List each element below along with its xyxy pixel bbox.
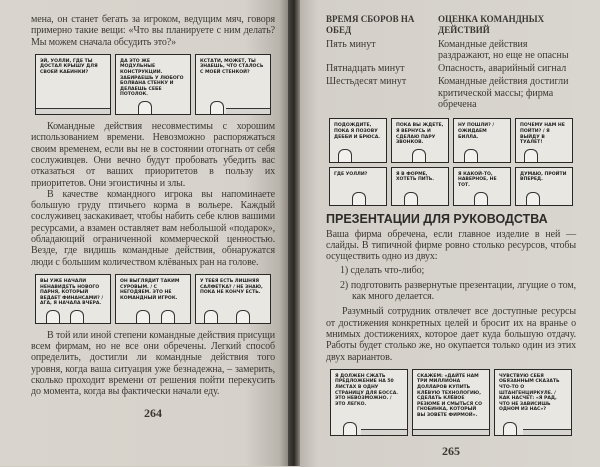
- speech-bubble: ГДЕ УОЛЛИ?: [334, 171, 368, 177]
- comic-panel: [412, 369, 490, 436]
- page-number: 265: [442, 443, 460, 458]
- speech-bubble: НУ ПОШЛИ? / ОЖИДАЕМ БИЛЛА.: [458, 123, 495, 140]
- table-row: [326, 76, 576, 112]
- comic-panel: [195, 54, 271, 115]
- table-row: [326, 39, 576, 64]
- comic-panel: [35, 274, 111, 324]
- comic-panel: [453, 118, 511, 162]
- book-gutter: [288, 0, 300, 466]
- comic-panel: [35, 54, 111, 115]
- paragraph: Разумный сотрудник отвлечет все доступные ресурсы от достижения конкретных целей и бросит их на вранье о мнимых достижениях, которое дает куда большую отдачу. Работы будет столько же, но окупается только один из этих двух вариантов.: [326, 306, 576, 363]
- table-row: [326, 63, 576, 76]
- speech-bubble: ДА ЭТО ЖЕ МОДУЛЬНЫЕ КОНСТРУКЦИИ. ЗАБИРАЕШЬ У ЛЮБОГО БОЛВАНА СТЕНКУ И ДЕЛАЕШЬ СЕБЕ ПОТОЛОК.: [120, 58, 184, 98]
- left-page: [0, 0, 288, 466]
- right-page: [300, 0, 600, 467]
- speech-bubble: Я КАКОЙ-ТО, НАВЕРНОЕ, НЕ ТОТ.: [458, 171, 497, 188]
- speech-bubble: Я В ФОРМЕ, ХОТЕТЬ ПИТЬ.: [396, 171, 435, 183]
- comic-strip-3: [329, 118, 573, 205]
- body-text: [31, 121, 275, 268]
- paragraph: Командные действия несовместимы с хорошим использованием времени. Невозможно распоряжаться своим временем, если вы не в состоянии отогнать от себя сослуживцев. Они вечно будут пробовать убедить вас отказаться от ваших приоритетов в пользу их приоритетов. Они эгоистичны и злы.: [31, 121, 275, 189]
- comic-panel: [329, 167, 387, 206]
- comic-panel: [115, 274, 191, 324]
- comic-panel: [195, 274, 271, 324]
- comic-panel: [515, 118, 573, 162]
- speech-bubble: ПОЧЕМУ НАМ НЕ ПОЙТИ? / Я ВЫЙДУ В ТУАЛЕТ!: [520, 123, 565, 146]
- speech-bubble: У ТЕБЯ ЕСТЬ ЛИШНЯЯ САЛФЕТКА? / НЕ ЗНАЮ, ПОКА НЕ КОНЧУ ЕСТЬ.: [200, 278, 263, 296]
- comic-strip-1: [35, 54, 271, 115]
- table-cell: Пять минут: [326, 38, 376, 50]
- speech-bubble: СКАЖЕМ: «ДАЙТЕ НАМ ТРИ МИЛЛИОНА ДОЛЛАРОВ КУПИТЬ КЛЁВУЮ ТЕХНОЛОГИЮ, СДЕЛАТЬ КЛЁВОЕ РЕЗЮМЕ И СМЫТЬСЯ СО ГНОБИНКА, КОТОРЫЙ ВЫ ЗОВЕТЕ ФИРМОЙ».: [417, 373, 483, 418]
- comic-panel: [329, 118, 387, 162]
- speech-bubble: Я ДОЛЖЕН СЖАТЬ ПРЕДЛОЖЕНИЕ НА 50 ЛИСТАХ В ОДНУ СТРАНИЦУ ДЛЯ БОССА. ЭТО НЕВОЗМОЖНО. / ЭТО ЛЕГКО.: [335, 373, 399, 407]
- speech-bubble: ОН ВЫГЛЯДИТ ТАКИМ СУРОВЫМ. / С НЕГОДЯЕМ. ЭТО НЕ КОМАНДНЫЙ ИГРОК.: [120, 278, 180, 301]
- body-text: [326, 229, 576, 363]
- comic-strip-4: [330, 369, 572, 436]
- table-cell: Командные действия раздражают, но еще не опасны: [438, 38, 569, 61]
- speech-bubble: КСТАТИ, МОЖЕТ, ТЫ ЗНАЕШЬ, ЧТО СТАЛОСЬ С МОЕЙ СТЕНКОЙ?: [200, 58, 264, 76]
- comic-panel: [453, 167, 511, 206]
- table-header: ВРЕМЯ СБОРОВ НА ОБЕД: [326, 14, 415, 36]
- table-cell: Командные действия достигли критической массы; фирма обречена: [438, 76, 569, 111]
- table-cell: Шестьдесят минут: [326, 76, 407, 88]
- paragraph: Ваша фирма обречена, если главное изделие в ней — слайды. В типичной фирме ровно столько ресурсов, чтобы осуществить одно из двух:: [326, 228, 576, 263]
- speech-bubble: ПОКА ВЫ ЖДЕТЕ, Я ВЕРНУСЬ И СДЕЛАЮ ПАРУ ЗВОНКОВ.: [396, 123, 444, 146]
- comic-strip-2: [35, 274, 271, 324]
- comic-panel: [115, 54, 191, 115]
- table-header: ОЦЕНКА КОМАНДНЫХ ДЕЙСТВИЙ: [438, 14, 545, 36]
- table-cell: Пятнадцать минут: [326, 63, 405, 75]
- speech-bubble: ДУМАЮ, ПРОЙТИ ВПЕРЕД.: [520, 171, 567, 183]
- speech-bubble: ЧУВСТВУЮ СЕБЯ ОБЯЗАННЫМ СКАЗАТЬ ЧТО-ТО О ШТАНГЕНЦИРКУЛЕ. / КАК НАСЧЕТ: «Я РАД, ЧТО НЕ ЗАВИСИШЬ ОДНОМ ИЗ НАС»?: [499, 373, 560, 413]
- comic-panel: [330, 369, 408, 436]
- page-number: 264: [144, 405, 162, 420]
- comic-panel: [391, 167, 449, 206]
- paragraph: В той или иной степени командные действия присущи всем фирмам, но не все они обречены. Легкий способ определить, достигли ли командные действия того уровня, когда ваша ситуация уже безнадежна, – замерить, сколько проходит времени от решения пойти перекусить до момента, когда вы фактически начали еду.: [31, 329, 275, 398]
- comic-panel: [515, 167, 573, 206]
- lunch-time-table: [326, 14, 576, 112]
- paragraph: В качестве командного игрока вы напоминаете большую груду птичьего корма в вольере. Каждый сослуживец заскакивает, чтобы набить себе клюв вашими ресурсами, а взамен оставляет вам небольшой «подарок», обладающий ограниченной коммерческой ценностью. Везде, где видишь командные действия, обнаружатся люди с большим количеством клёваных ран на голове.: [31, 188, 275, 268]
- table-cell: Опасность, аварийный сигнал: [438, 63, 567, 75]
- section-heading: ПРЕЗЕНТАЦИИ ДЛЯ РУКОВОДСТВА: [326, 211, 548, 226]
- comic-panel: [494, 369, 572, 436]
- list-item: 2) подготовить развернутые презентации, лгущие о том, как много делается.: [340, 279, 576, 303]
- list-item: 1) сделать что-либо;: [340, 265, 425, 277]
- speech-bubble: ЭЙ, УОЛЛИ, ГДЕ ТЫ ДОСТАЛ КРЫШУ ДЛЯ СВОЕЙ КАБИНКИ?: [40, 58, 98, 76]
- paragraph: мена, он станет бегать за игроком, ведущим мяч, говоря примерно такие вещи: «Что вы планируете с ним делать? Мы можем сначала обсудить это?»: [31, 14, 275, 48]
- comic-panel: [391, 118, 449, 162]
- speech-bubble: ВЫ УЖЕ НАЧАЛИ НЕНАВИДЕТЬ НОВОГО ПАРНЯ, КОТОРЫЙ ВЕДАЕТ ФИНАНСАМИ? / АГА, Я НАЧАЛА ВЧЕРА.: [40, 278, 104, 307]
- speech-bubble: ПОДОЖДИТЕ, ПОКА Я ПОЗОВУ ДЕББИ И БРЮСА.: [334, 123, 381, 140]
